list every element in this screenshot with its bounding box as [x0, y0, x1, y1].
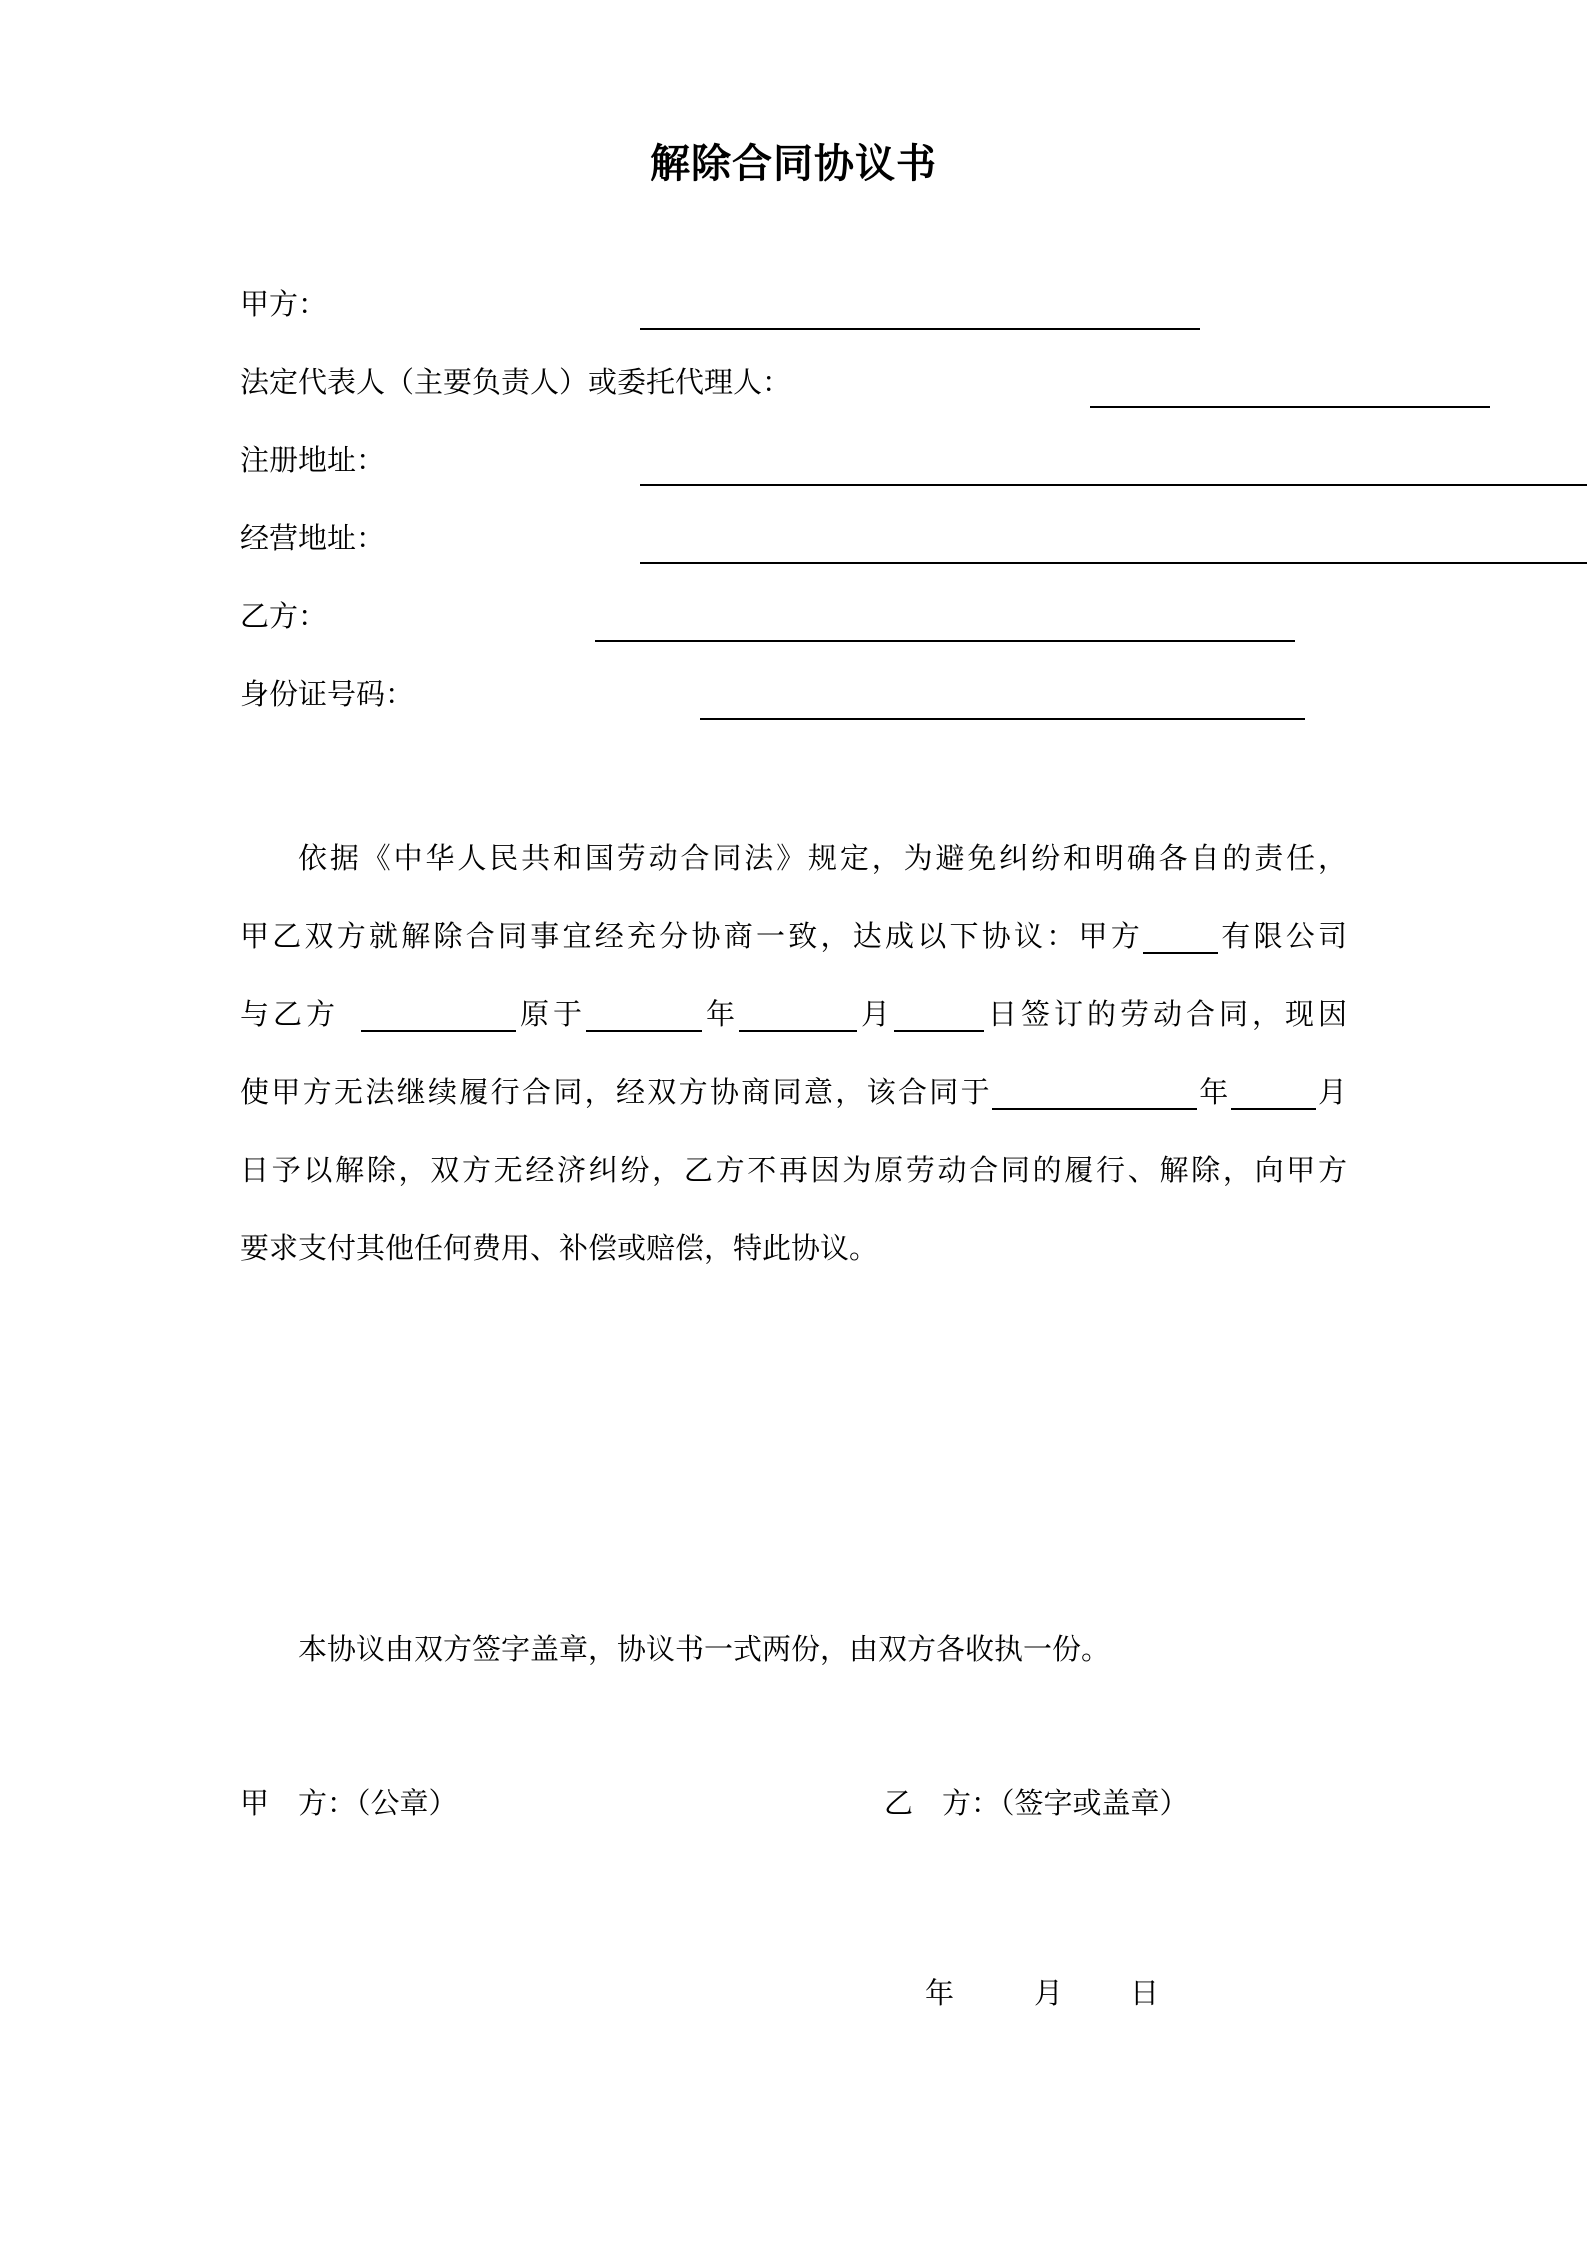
body-text: 月	[857, 999, 894, 1031]
body-line	[240, 1132, 1347, 1210]
field-label: 身份证号码：	[240, 679, 415, 711]
fill-in-line[interactable]	[595, 640, 1295, 642]
field-label: 注册地址：	[240, 445, 386, 477]
fill-in-blank[interactable]	[586, 1010, 702, 1032]
party-a-signature-label: 甲 方：（公章）	[240, 1788, 458, 1820]
field-row-2	[240, 434, 1347, 512]
body-line	[240, 898, 1347, 976]
agreement-body	[240, 820, 1347, 1288]
fill-in-blank[interactable]	[361, 1010, 516, 1032]
fill-in-blank[interactable]	[739, 1010, 857, 1032]
field-row-5	[240, 668, 1347, 746]
body-text: 原于	[516, 999, 586, 1031]
fill-in-blank[interactable]	[1231, 1088, 1316, 1110]
date-month-label: 月	[1034, 1978, 1064, 2010]
body-text: 年	[1196, 1077, 1231, 1109]
body-line	[240, 976, 1347, 1054]
body-text: 与乙方	[240, 999, 339, 1031]
closing-paragraph: 本协议由双方签字盖章，协议书一式两份，由双方各收执一份。	[298, 1634, 1111, 1666]
body-line	[240, 1054, 1347, 1132]
body-line	[240, 820, 1347, 898]
body-text: 日签订的劳动合同，现因	[984, 999, 1347, 1031]
fill-in-blank[interactable]	[894, 1010, 984, 1032]
field-row-3	[240, 512, 1347, 590]
fill-in-line[interactable]	[640, 484, 1587, 486]
body-text: 使甲方无法继续履行合同，经双方协商同意，该合同于	[240, 1077, 992, 1109]
date-year-label: 年	[925, 1978, 955, 2010]
body-text: 甲乙双方就解除合同事宜经充分协商一致，达成以下协议：甲方	[240, 921, 1143, 953]
field-label: 甲方：	[240, 289, 328, 321]
field-label: 法定代表人（主要负责人）或委托代理人：	[240, 367, 792, 399]
document-title: 解除合同协议书	[650, 141, 937, 186]
field-row-0	[240, 278, 1347, 356]
field-row-4	[240, 590, 1347, 668]
body-line	[240, 1210, 1347, 1288]
fill-in-line[interactable]	[1090, 406, 1490, 408]
body-text: 年	[702, 999, 739, 1031]
party-info-section	[240, 278, 1347, 746]
field-label: 乙方：	[240, 601, 328, 633]
document-content	[240, 0, 1347, 2245]
body-text: 日予以解除，双方无经济纠纷，乙方不再因为原劳动合同的履行、解除，向甲方	[240, 1155, 1347, 1187]
party-b-signature-label: 乙 方：（签字或盖章）	[884, 1788, 1189, 1820]
fill-in-blank[interactable]	[992, 1088, 1197, 1110]
signature-row	[240, 1782, 1347, 1826]
body-text: 有限公司	[1217, 921, 1347, 953]
fill-in-line[interactable]	[640, 562, 1587, 564]
fill-in-line[interactable]	[640, 328, 1200, 330]
field-label: 经营地址：	[240, 523, 386, 555]
fill-in-blank[interactable]	[1143, 932, 1218, 954]
date-line	[240, 1972, 1347, 2016]
body-text: 要求支付其他任何费用、补偿或赔偿，特此协议。	[240, 1233, 879, 1265]
body-text: 月	[1315, 1077, 1347, 1109]
fill-in-line[interactable]	[700, 718, 1305, 720]
body-text: 依据《中华人民共和国劳动合同法》规定，为避免纠纷和明确各自的责任，	[298, 843, 1347, 875]
date-day-label: 日	[1130, 1978, 1160, 2010]
field-row-1	[240, 356, 1347, 434]
